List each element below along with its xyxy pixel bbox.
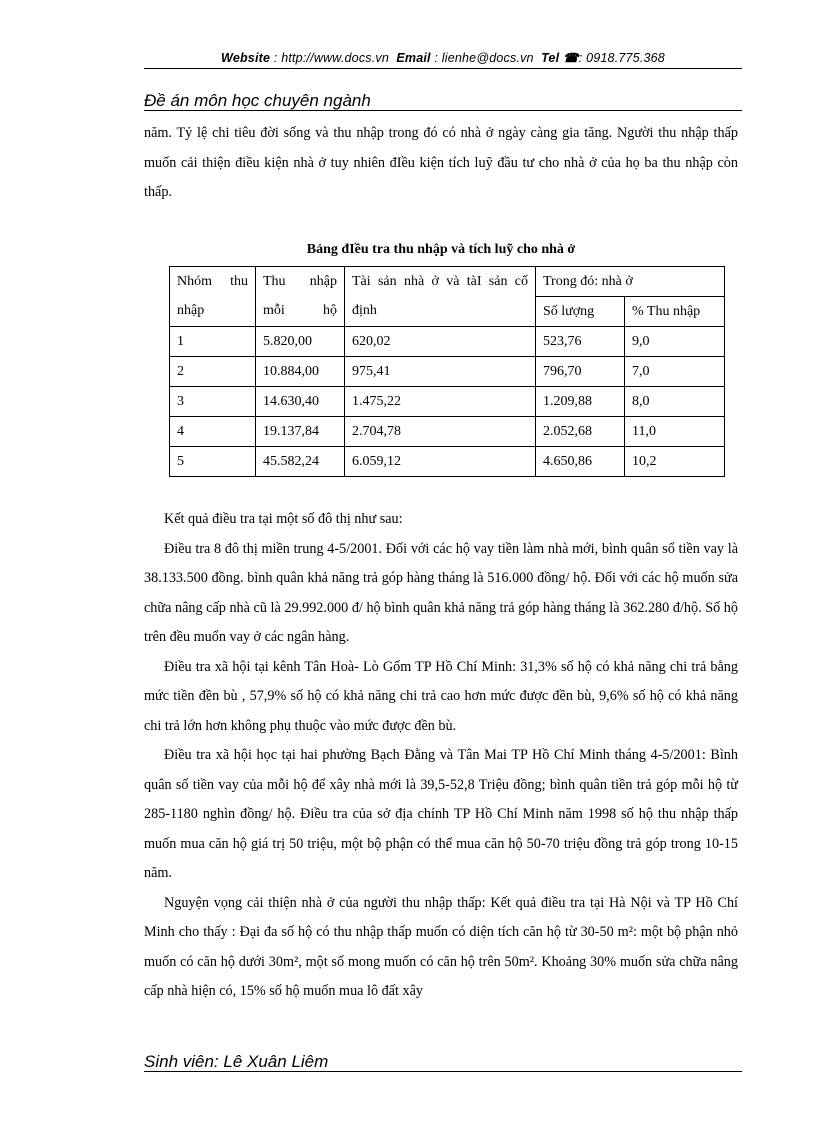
cell-amount: 2.052,68: [536, 417, 625, 447]
cell-amount: 796,70: [536, 357, 625, 387]
tel-value: : 0918.775.368: [578, 51, 665, 65]
cell-group: 5: [170, 447, 256, 477]
cell-percent: 7,0: [625, 357, 725, 387]
cell-assets: 2.704,78: [345, 417, 536, 447]
header-group: Nhóm thu nhập: [170, 267, 256, 327]
cell-amount: 4.650,86: [536, 447, 625, 477]
table-row: [170, 327, 725, 357]
body-paragraph: Kết quả điều tra tại một số đô thị như sau:: [164, 511, 403, 527]
intro-text: năm. Tỷ lệ chi tiêu đời sống và thu nhập trong đó có nhà ở ngày càng gia tăng. Người thu nhập thấp muốn cải thiện điều kiện nhà ở tuy nhiên đIều kiện tích luỹ đầu tư cho nhà ở của họ ba thu nhập còn thấp.: [144, 125, 738, 200]
body-paragraph: Điều tra xã hội học tại hai phường Bạch Đằng và Tân Mai TP Hồ Chí Minh tháng 4-5/2001: Bình quân số tiền vay của mỗi hộ để xây nhà mới là 39,5-52,8 Triệu đồng; bình quân tiền trả góp mỗi hộ từ 285-1180 nghìn đồng/ hộ. Điều tra của sở địa chính TP Hồ Chí Minh năm 1998 số hộ thu nhập thấp muốn mua căn hộ giá trị 50 triệu, một bộ phận có thể mua căn hộ 50-70 triệu đồng trả góp trong 10-15 năm.: [144, 747, 738, 881]
footer-author: Sinh viên: Lê Xuân Liêm: [144, 1052, 329, 1071]
header-income: Thu nhập mỗi hộ: [256, 267, 345, 327]
table-row: [170, 387, 725, 417]
cell-income: 5.820,00: [256, 327, 345, 357]
cell-amount: 523,76: [536, 327, 625, 357]
header-rule: [144, 68, 742, 69]
cell-assets: 1.475,22: [345, 387, 536, 417]
cell-assets: 975,41: [345, 357, 536, 387]
cell-income: 10.884,00: [256, 357, 345, 387]
table-caption: Bảng đIều tra thu nhập và tích luỹ cho nhà ở: [306, 242, 576, 257]
header-assets: Tài sản nhà ở và tàI sản cố định: [345, 267, 536, 327]
cell-income: 45.582,24: [256, 447, 345, 477]
table-header-row: [170, 267, 725, 297]
cell-percent: 8,0: [625, 387, 725, 417]
website-label: Website: [221, 51, 271, 65]
header-amount: Số lượng: [536, 297, 625, 327]
cell-group: 1: [170, 327, 256, 357]
title-rule: [144, 110, 742, 111]
body-paragraph: Điều tra 8 đô thị miền trung 4-5/2001. Đối với các hộ vay tiền làm nhà mới, bình quân số tiền vay là 38.133.500 đồng. bình quân khả năng trả góp hàng tháng là 516.000 đồng/ hộ. Đối với các hộ muốn sửa chữa nâng cấp nhà cũ là 29.992.000 đ/ hộ bình quân khả năng trả góp hàng tháng là 362.280 đ/hộ. Số hộ trên đều muốn vay ở các ngân hàng.: [144, 540, 738, 645]
tel-label: Tel: [541, 51, 560, 65]
email-value[interactable]: : lienhe@docs.vn: [434, 51, 534, 65]
body-paragraph: Điều tra xã hội tại kênh Tân Hoà- Lò Gốm TP Hồ Chí Minh: 31,3% số hộ có khả năng chi trả bằng mức tiền đền bù , 57,9% số hộ có khả năng chi trả cao hơn mức được đền bù, 9,6% số hộ có khả năng chi trả lớn hơn không phụ thuộc vào mức được đền bù.: [144, 658, 738, 734]
cell-amount: 1.209,88: [536, 387, 625, 417]
intro-paragraph: [144, 119, 738, 208]
cell-percent: 9,0: [625, 327, 725, 357]
cell-income: 14.630,40: [256, 387, 345, 417]
cell-group: 4: [170, 417, 256, 447]
cell-income: 19.137,84: [256, 417, 345, 447]
footer-rule: [144, 1071, 742, 1072]
cell-percent: 11,0: [625, 417, 725, 447]
header-housing: Trong đó: nhà ở: [536, 267, 725, 297]
cell-group: 3: [170, 387, 256, 417]
email-label: Email: [396, 51, 431, 65]
table-row: [170, 447, 725, 477]
survey-body: [144, 505, 738, 1007]
doc-title: Đề án môn học chuyên ngành: [144, 91, 371, 110]
phone-icon: ☎: [562, 51, 579, 65]
body-paragraph: Nguyện vọng cải thiện nhà ở của người thu nhập thấp: Kết quả điều tra tại Hà Nội và TP Hồ Chí Minh cho thấy : Đại đa số hộ có thu nhập thấp muốn có diện tích căn hộ từ 30-50 m²: một bộ phận nhỏ muốn có căn hộ dưới 30m², một số mong muốn có căn hộ trên 50m². Khoảng 30% muốn sửa chữa nâng cấp nhà hiện có, 15% số hộ muốn mua lô đất xây: [144, 894, 738, 999]
website-value[interactable]: : http://www.docs.vn: [273, 51, 390, 65]
cell-assets: 620,02: [345, 327, 536, 357]
page-header: [144, 50, 742, 65]
header-percent: % Thu nhập: [625, 297, 725, 327]
table-row: [170, 417, 725, 447]
cell-group: 2: [170, 357, 256, 387]
cell-percent: 10,2: [625, 447, 725, 477]
table-row: [170, 357, 725, 387]
income-table: [169, 266, 725, 477]
cell-assets: 6.059,12: [345, 447, 536, 477]
